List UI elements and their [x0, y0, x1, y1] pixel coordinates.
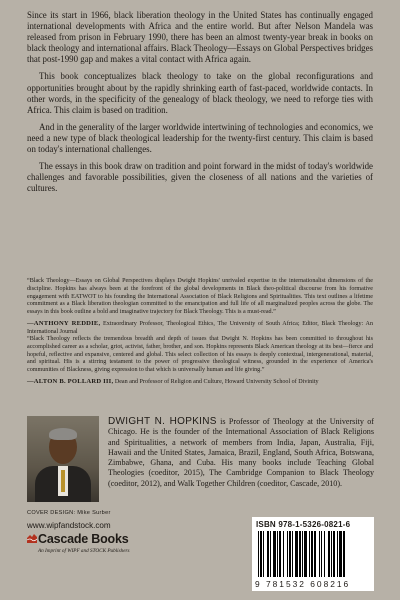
endorser-name: —ANTHONY REDDIE,: [27, 319, 101, 327]
barcode-bar: [287, 531, 288, 577]
isbn-label: ISBN 978-1-5326-0821-6: [256, 520, 351, 529]
barcode-bar: [339, 531, 342, 577]
barcode-bar: [343, 531, 345, 577]
barcode-bar: [302, 531, 303, 577]
description-paragraph: This book conceptualizes black theology to take on the global reconfigurations and opportunities brought about by the rapidly shrinking earth of fast-paced, worldwide contacts. In other words, in the specificity of the genealogy of black theology, we need to reforge ties with Africa. This claim is based on tradition.: [27, 71, 373, 115]
barcode-bar: [292, 531, 293, 577]
barcode-bar: [304, 531, 307, 577]
description-paragraph: The essays in this book draw on tradition and point forward in the midst of today's worldwide challenges and favorable possibilities, given the closeness of all nations and the varieties of cultures.: [27, 161, 373, 194]
endorser-name: —ALTON B. POLLARD III,: [27, 377, 114, 385]
barcode-bar: [258, 531, 259, 577]
isbn-barcode-block: [252, 517, 374, 591]
endorsement-quote: “Black Theology reflects the tremendous breadth and depth of issues that Dwight N. Hopkins has been committed to throughout his accomplished career as a scholar, griot, activist, father, brother, and son. Hopkins represents Black American theology at its best—fierce and hopeful, reflective and expansive, centered and global. This select collection of his essays is deeply contextual, intergenerational, material, and spiritual. His is a stirring testament to the power of progressive theological witness, grounded in the experience of America's communities of Blackness, giving expression to that which is universally human and life giving.”: [27, 336, 373, 374]
barcode-bar: [319, 531, 320, 577]
barcode: [258, 531, 368, 577]
barcode-bar: [270, 531, 271, 577]
endorsement-attribution: [27, 320, 373, 337]
barcode-bar: [324, 531, 325, 577]
barcode-bar: [277, 531, 278, 577]
endorsement-quote: “Black Theology—Essays on Global Perspectives displays Dwight Hopkins' unrivaled expertise in the internationalist dimensions of the discipline. Hopkins has always been at the forefront of the global developments in Black theo-political discourse from his formative engagement with EATWOT to his founding the International Association of Black Religions and Spiritualities. This text outlines a lifetime commitment as a Black liberation theologian committed to the emancipation and full life of all marginalized peoples across the globe. The essays in this book outline a bold and imaginative trajectory for Black Theology. This is a must-read.”: [27, 278, 373, 316]
book-description: [27, 10, 373, 200]
endorsement-pollard: [27, 336, 373, 387]
cover-design-credit: COVER DESIGN: Mike Surber: [27, 510, 111, 516]
isbn-number: 9 781532 608216: [255, 579, 351, 589]
publisher-imprint: An Imprint of WIPF and STOCK Publishers: [38, 548, 130, 554]
description-paragraph: Since its start in 1966, black liberation theology in the United States has continually engaged international developments with Africa and the entire world. But after Nelson Mandela was released from prison in February 1990, there has been an almost twenty-year break in books on black theology and international affairs. Black Theology—Essays on Global Perspectives bridges that post-1990 gap and makes a vital contact with Africa again.: [27, 10, 373, 65]
barcode-bar: [331, 531, 332, 577]
barcode-bar: [337, 531, 338, 577]
barcode-bar: [328, 531, 330, 577]
barcode-bar: [321, 531, 322, 577]
endorser-title: Dean and Professor of Religion and Culture, Howard University School of Divinity: [114, 378, 319, 385]
author-bio-text: is Professor of Theology at the University of Chicago. He is the founder of the International Association of Black Religions and Spiritualities, a network of members from India, Japan, Australia, Fiji, Hawaii and the United States, Jamaica, Brazil, England, South Africa, Botswana, Zimbabwe, Ghana, and Cuba. His many books include Teaching Global Theologies (coeditor, 2015), The Cambridge Companion to Black Theology (coeditor, 2012), and Walk Together Children (coeditor, Cascade, 2010).: [108, 417, 374, 488]
publisher-website: www.wipfandstock.com: [27, 521, 111, 530]
publisher-logo-icon: [27, 534, 37, 543]
endorsement-attribution: [27, 378, 373, 387]
barcode-bar: [311, 531, 313, 577]
barcode-bar: [289, 531, 291, 577]
barcode-bar: [263, 531, 264, 577]
barcode-bar: [260, 531, 262, 577]
author-name: DWIGHT N. HOPKINS: [108, 416, 217, 427]
barcode-bar: [309, 531, 310, 577]
barcode-bar: [267, 531, 269, 577]
barcode-bar: [279, 531, 281, 577]
author-bio: [108, 417, 374, 489]
barcode-bar: [333, 531, 335, 577]
barcode-bar: [295, 531, 298, 577]
barcode-bar: [283, 531, 284, 577]
barcode-bar: [273, 531, 276, 577]
barcode-bar: [314, 531, 316, 577]
barcode-bar: [299, 531, 301, 577]
author-photo: [27, 416, 99, 502]
endorsement-reddie: [27, 278, 373, 337]
publisher-name: Cascade Books: [38, 532, 129, 546]
endorser-title: Extraordinary Professor, Theological Ethics, The University of South Africa; Editor, Black Theology: An International Journal: [27, 320, 373, 335]
description-paragraph: And in the generality of the larger worldwide intertwining of technologies and economics, we need a new type of black theological leadership for the twenty-first century. This claim is based on today's international challenges.: [27, 121, 373, 155]
